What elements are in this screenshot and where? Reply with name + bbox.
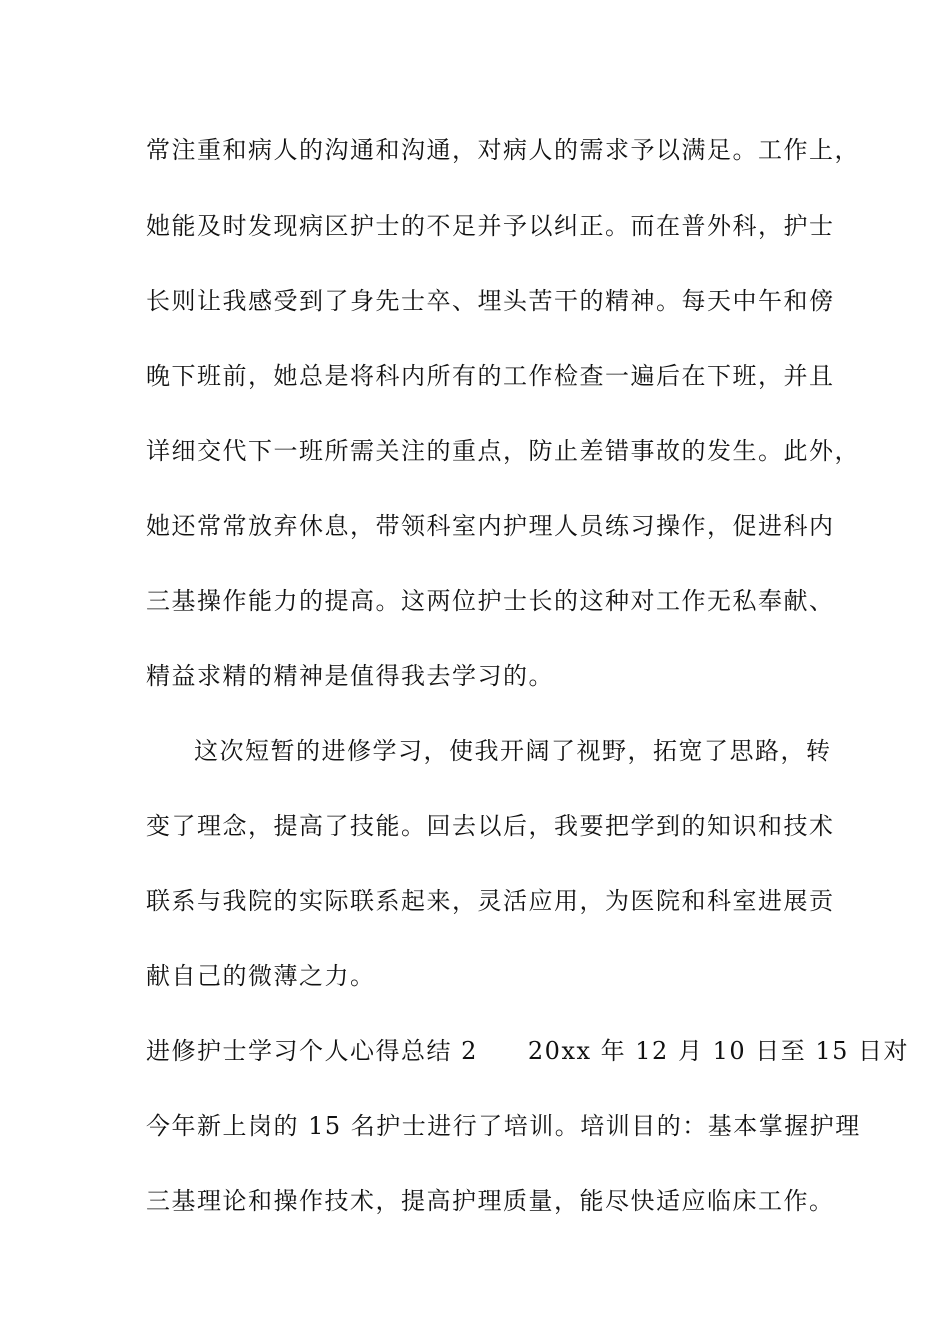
text-line: 她能及时发现病区护士的不足并予以纠正。而在普外科，护士 xyxy=(146,212,835,240)
text-line: 今年新上岗的 15 名护士进行了培训。培训目的：基本掌握护理 xyxy=(146,1112,861,1140)
text-line: 晚下班前，她总是将科内所有的工作检查一遍后在下班，并且 xyxy=(146,362,835,390)
text-line: 详细交代下一班所需关注的重点，防止差错事故的发生。此外， xyxy=(146,437,860,465)
text-line: 三基操作能力的提高。这两位护士长的这种对工作无私奉献、 xyxy=(146,587,835,615)
text-line: 三基理论和操作技术，提高护理质量，能尽快适应临床工作。 xyxy=(146,1187,835,1215)
text-line: 常注重和病人的沟通和沟通，对病人的需求予以满足。工作上， xyxy=(146,136,860,164)
text-line: 献自己的微薄之力。 xyxy=(146,962,376,990)
text-line: 精益求精的精神是值得我去学习的。 xyxy=(146,662,554,690)
section-heading-line xyxy=(146,1031,910,1071)
text-line: 联系与我院的实际联系起来，灵活应用，为医院和科室进展贡 xyxy=(146,887,835,915)
text-line: 她还常常放弃休息，带领科室内护理人员练习操作，促进科内 xyxy=(146,512,835,540)
section-intro-text: 20xx 年 12 月 10 日至 15 日对 xyxy=(527,1037,910,1065)
text-line: 这次短暂的进修学习，使我开阔了视野，拓宽了思路，转 xyxy=(194,737,832,765)
section-heading: 进修护士学习个人心得总结 2 xyxy=(146,1037,478,1065)
text-line: 长则让我感受到了身先士卒、埋头苦干的精神。每天中午和傍 xyxy=(146,287,835,315)
text-line: 变了理念，提高了技能。回去以后，我要把学到的知识和技术 xyxy=(146,812,835,840)
